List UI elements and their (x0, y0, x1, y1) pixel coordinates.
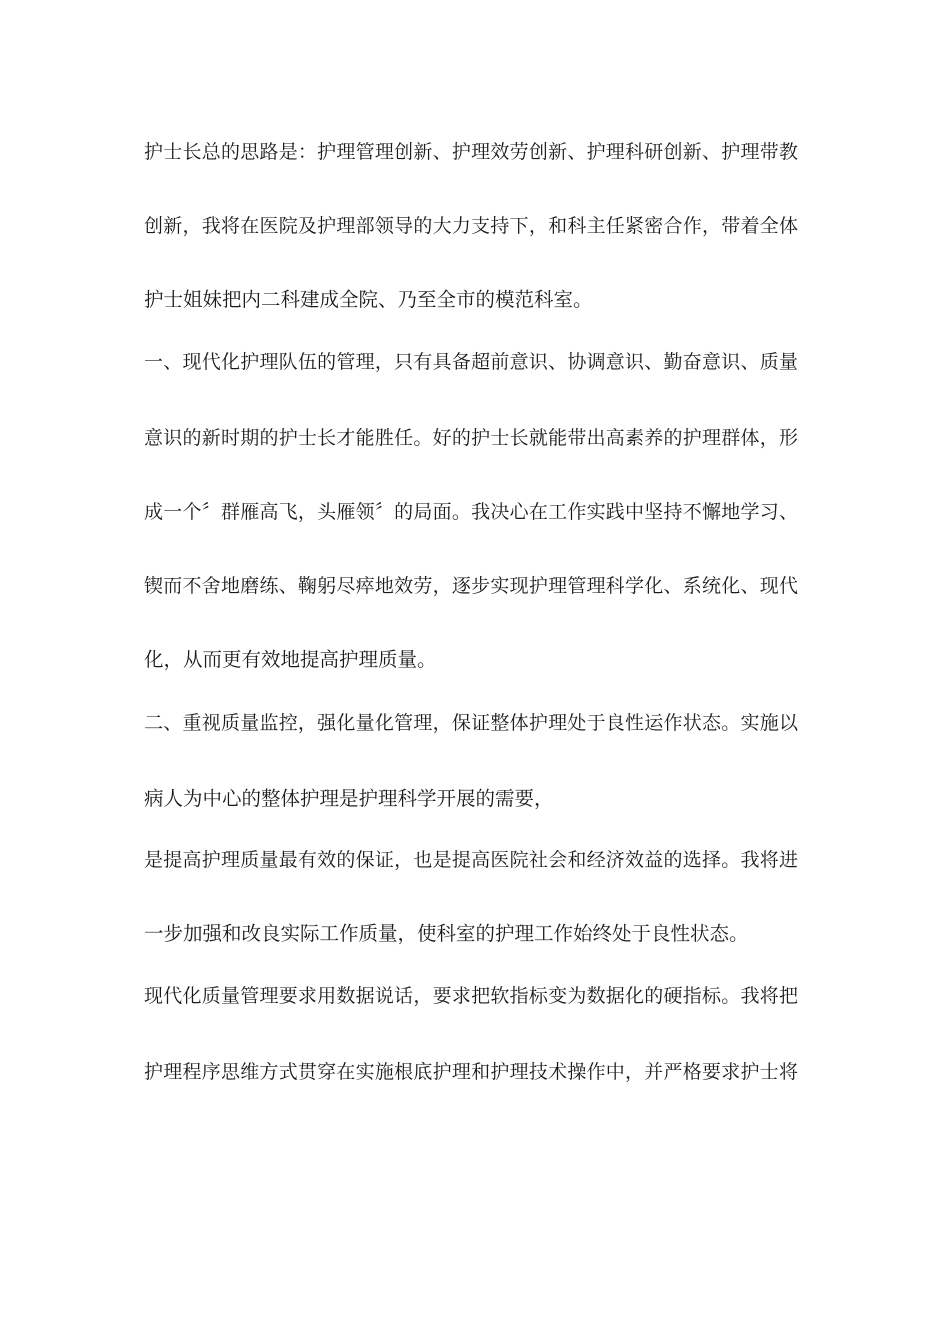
text-line: 一步加强和改良实际工作质量，使科室的护理工作始终处于良性状态。 (144, 922, 749, 945)
text-line: 护士姐妹把内二科建成全院、乃至全市的模范科室。 (144, 288, 593, 311)
text-line: 护士长总的思路是：护理管理创新、护理效劳创新、护理科研创新、护理带教 (144, 141, 798, 163)
text-line: 锲而不舍地磨练、鞠躬尽瘁地效劳，逐步实现护理管理科学化、系统化、现代 (144, 575, 798, 597)
text-line: 是提高护理质量最有效的保证，也是提高医院社会和经济效益的选择。我将进 (144, 849, 798, 871)
text-line: 一、现代化护理队伍的管理，只有具备超前意识、协调意识、勤奋意识、质量 (144, 351, 798, 373)
text-line: 现代化质量管理要求用数据说话，要求把软指标变为数据化的硬指标。我将把 (144, 985, 798, 1007)
text-line: 护理程序思维方式贯穿在实施根底护理和护理技术操作中，并严格要求护士将 (144, 1061, 798, 1083)
text-line: 意识的新时期的护士长才能胜任。好的护士长就能带出高素养的护理群体，形 (144, 427, 798, 449)
text-line: 二、重视质量监控，强化量化管理，保证整体护理处于良性运作状态。实施以 (144, 712, 798, 734)
text-line: 成一个〞群雁高飞，头雁领〞的局面。我决心在工作实践中坚持不懈地学习、 (144, 501, 798, 523)
text-line: 病人为中心的整体护理是护理科学开展的需要， (144, 787, 554, 810)
text-line: 化，从而更有效地提高护理质量。 (144, 648, 437, 671)
text-line: 创新，我将在医院及护理部领导的大力支持下，和科主任紧密合作，带着全体 (144, 215, 798, 237)
